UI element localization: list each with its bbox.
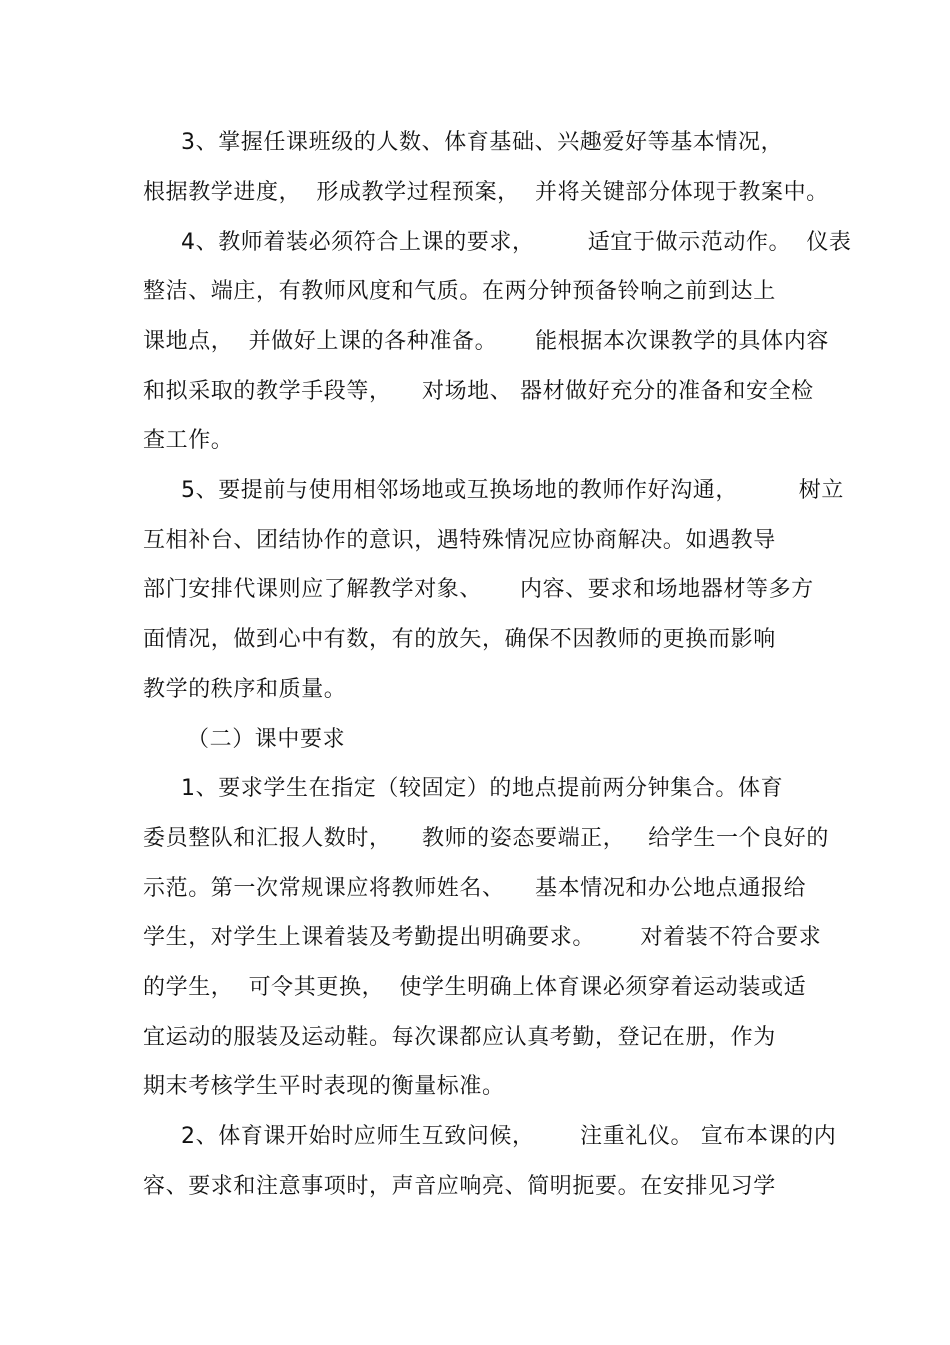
text-line: 5、要提前与使用相邻场地或互换场地的教师作好沟通， 树立 — [181, 478, 844, 503]
text-line: 部门安排代课则应了解教学对象、 内容、要求和场地器材等多方 — [143, 577, 814, 602]
text-line: 根据教学进度， 形成教学过程预案， 并将关键部分体现于教案中。 — [143, 180, 829, 205]
text-line: 查工作。 — [143, 428, 234, 453]
text-line: 委员整队和汇报人数时， 教师的姿态要端正， 给学生一个良好的 — [143, 826, 829, 851]
text-line: 示范。第一次常规课应将教师姓名、 基本情况和办公地点通报给 — [143, 876, 807, 901]
text-line: 4、教师着装必须符合上课的要求， 适宜于做示范动作。 仪表 — [181, 230, 852, 255]
text-line: 1、要求学生在指定（较固定）的地点提前两分钟集合。体育 — [181, 776, 784, 801]
text-line: 整洁、端庄，有教师风度和气质。在两分钟预备铃响之前到达上 — [143, 279, 776, 304]
text-line: 互相补台、团结协作的意识，遇特殊情况应协商解决。如遇教导 — [143, 528, 776, 553]
text-line: 宜运动的服装及运动鞋。每次课都应认真考勤，登记在册，作为 — [143, 1025, 776, 1050]
text-line: 的学生， 可令其更换， 使学生明确上体育课必须穿着运动装或适 — [143, 975, 807, 1000]
text-line: 和拟采取的教学手段等， 对场地、 器材做好充分的准备和安全检 — [143, 379, 814, 404]
text-line: 容、要求和注意事项时，声音应响亮、简明扼要。在安排见习学 — [143, 1174, 776, 1199]
text-line: 期末考核学生平时表现的衡量标准。 — [143, 1074, 505, 1099]
text-line: 学生，对学生上课着装及考勤提出明确要求。 对着装不符合要求 — [143, 925, 822, 950]
text-line: 面情况，做到心中有数，有的放矢，确保不因教师的更换而影响 — [143, 627, 776, 652]
text-line: 课地点， 并做好上课的各种准备。 能根据本次课教学的具体内容 — [143, 329, 829, 354]
text-line: 教学的秩序和质量。 — [143, 677, 347, 702]
section-heading: （二）课中要求 — [187, 727, 346, 752]
text-line: 2、体育课开始时应师生互致问候， 注重礼仪。 宣布本课的内 — [181, 1124, 837, 1149]
text-line: 3、掌握任课班级的人数、体育基础、兴趣爱好等基本情况， — [181, 130, 784, 155]
